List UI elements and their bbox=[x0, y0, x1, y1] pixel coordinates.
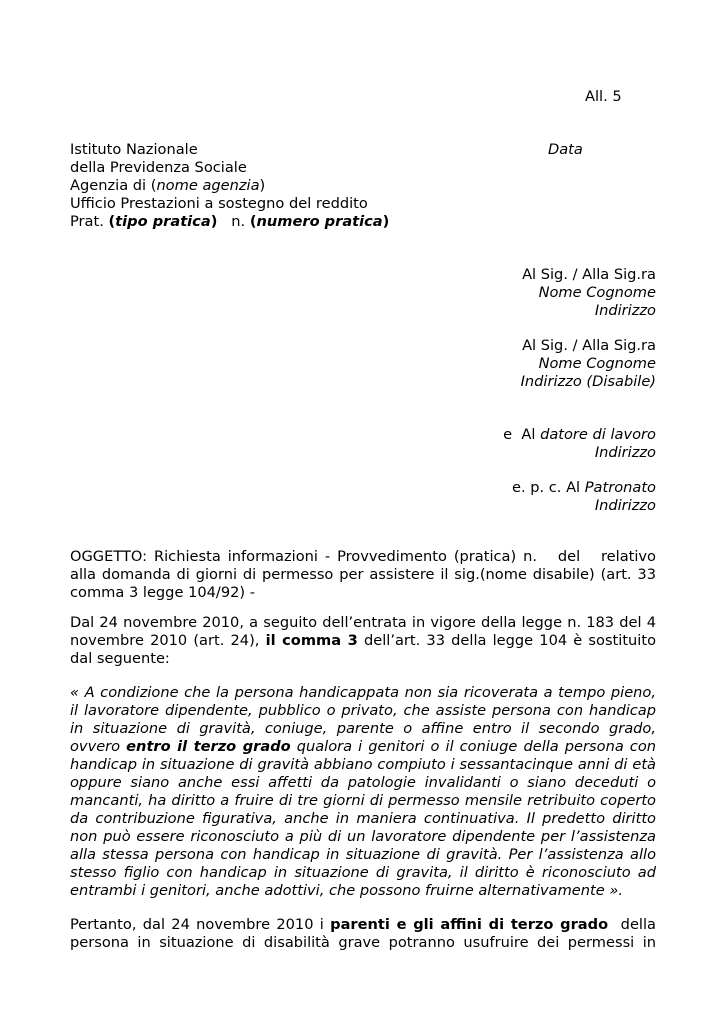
paragraph-line: persona in situazione di disabilità grave potranno usufruire dei permessi in bbox=[70, 934, 656, 951]
subject-line: OGGETTO: Richiesta informazioni - Provvedimento (pratica) n. del relativo bbox=[70, 548, 656, 565]
sender-line-2: della Previdenza Sociale bbox=[70, 159, 247, 176]
subject-paragraph bbox=[70, 548, 656, 602]
quote-line: da contribuzione figurativa, anche in maniera continuativa. Il predetto diritto bbox=[70, 810, 656, 827]
emphasis-comma-3: il comma 3 bbox=[265, 632, 358, 649]
quote-line: in situazione di gravità, coniuge, parente o affine entro il secondo grado, bbox=[70, 720, 656, 737]
recipient-2-name: Nome Cognome bbox=[538, 355, 656, 372]
agency-name: nome agenzia bbox=[156, 177, 260, 194]
subject-line: comma 3 legge 104/92) - bbox=[70, 584, 256, 601]
quote-line: non può essere riconosciuto a più di un lavoratore dipendente per l’assistenza bbox=[70, 828, 656, 845]
recipient-1-name: Nome Cognome bbox=[538, 284, 656, 301]
sender-agency: Agenzia di (nome agenzia) bbox=[70, 177, 266, 194]
practice-number: numero pratica bbox=[256, 213, 383, 230]
recipient-1-salutation: Al Sig. / Alla Sig.ra bbox=[522, 266, 656, 283]
emphasis-relatives: parenti e gli affini di terzo grado bbox=[330, 916, 609, 933]
paragraph-line: Pertanto, dal 24 novembre 2010 i parenti e gli affini di terzo grado della bbox=[70, 916, 656, 933]
emphasis-third-degree: entro il terzo grado bbox=[126, 738, 291, 755]
patronato-name: Patronato bbox=[584, 479, 656, 496]
quote-line: stesso figlio con handicap in situazione di gravita, il diritto è riconosciuto ad bbox=[70, 864, 656, 881]
date-label: Data bbox=[548, 141, 583, 158]
quote-line: ovvero entro il terzo grado qualora i genitori o il coniuge della persona con bbox=[70, 738, 657, 755]
quote-line: mancanti, ha diritto a fruire di tre giorni di permesso mensile retribuito coperto bbox=[70, 792, 656, 809]
attachment-label: All. 5 bbox=[585, 88, 622, 105]
sender-office: Ufficio Prestazioni a sostegno del reddito bbox=[70, 195, 368, 212]
subject-line: alla domanda di giorni di permesso per assistere il sig.(nome disabile) (art. 33 bbox=[70, 566, 656, 583]
conclusion-paragraph bbox=[70, 916, 656, 952]
employer-address: Indirizzo bbox=[594, 444, 656, 461]
paragraph-line: novembre 2010 (art. 24), il comma 3 dell’art. 33 della legge 104 è sostituito bbox=[70, 632, 656, 649]
law-quote bbox=[70, 684, 656, 900]
recipient-1-address: Indirizzo bbox=[594, 302, 656, 319]
quote-line: entrambi i genitori, anche adottivi, che possono fruirne alternativamente ». bbox=[70, 882, 623, 899]
quote-line: « A condizione che la persona handicappata non sia ricoverata a tempo pieno, bbox=[70, 684, 656, 701]
employer-line: e Al datore di lavoro bbox=[503, 426, 656, 443]
practice-reference: Prat. (tipo pratica) n. (numero pratica) bbox=[70, 213, 390, 230]
recipient-2-address: Indirizzo (Disabile) bbox=[520, 373, 656, 390]
patronato-line: e. p. c. Al Patronato bbox=[511, 479, 656, 496]
quote-line: il lavoratore dipendente, pubblico o privato, che assiste persona con handicap bbox=[70, 702, 656, 719]
employer-name: datore di lavoro bbox=[540, 426, 656, 443]
practice-type: tipo pratica bbox=[115, 213, 211, 230]
intro-paragraph bbox=[70, 614, 656, 668]
paragraph-line: Dal 24 novembre 2010, a seguito dell’entrata in vigore della legge n. 183 del 4 bbox=[70, 614, 656, 631]
recipient-2-salutation: Al Sig. / Alla Sig.ra bbox=[522, 337, 656, 354]
quote-line: oppure siano anche essi affetti da patologie invalidanti o siano deceduti o bbox=[70, 774, 656, 791]
patronato-address: Indirizzo bbox=[594, 497, 656, 514]
quote-line: alla stessa persona con handicap in situazione di gravità. Per l’assistenza allo bbox=[70, 846, 656, 863]
sender-line-1: Istituto Nazionale bbox=[70, 141, 198, 158]
quote-line: handicap in situazione di gravità abbiano compiuto i sessantacinque anni di età bbox=[70, 756, 656, 773]
paragraph-line: dal seguente: bbox=[70, 650, 170, 667]
